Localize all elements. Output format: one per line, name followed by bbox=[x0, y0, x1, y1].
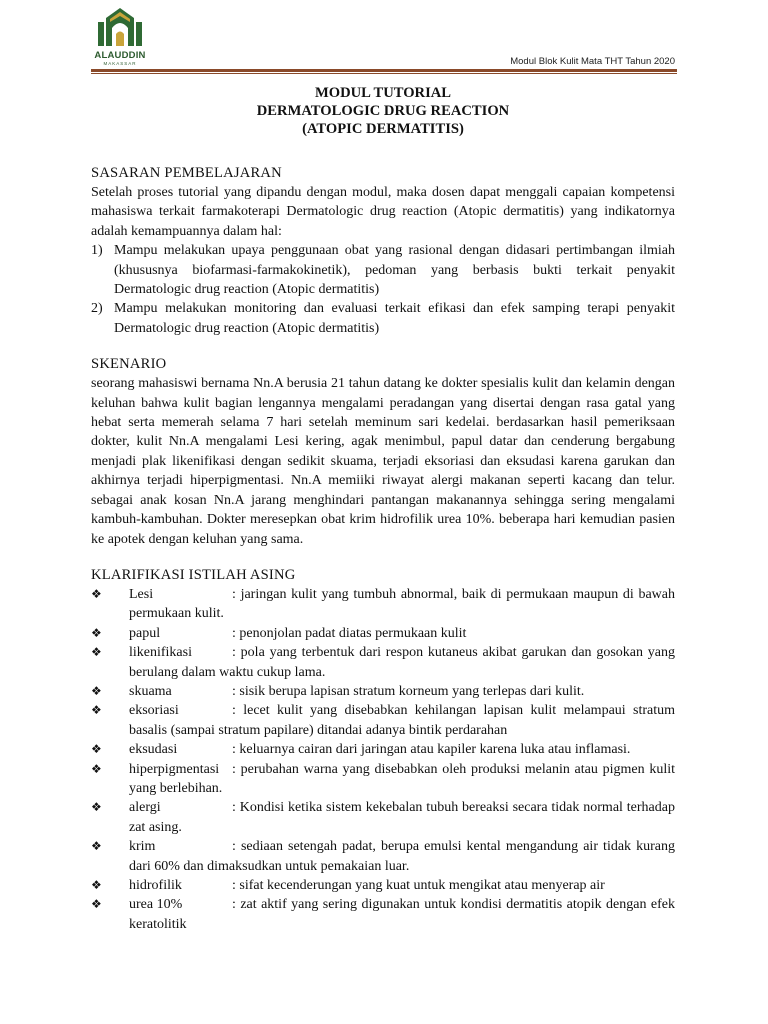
term-name: likenifikasi bbox=[129, 645, 192, 661]
term-name: urea 10% bbox=[129, 897, 183, 913]
term-definition: : keluarnya cairan dari jaringan atau kapiler karena luka atau inflamasi. bbox=[232, 742, 631, 758]
diamond-bullet-icon: ❖ bbox=[91, 800, 102, 815]
list-item bbox=[91, 740, 675, 759]
section-heading: SKENARIO bbox=[91, 356, 167, 373]
term-name: alergi bbox=[129, 800, 161, 816]
document-title bbox=[91, 84, 675, 138]
logo-name: ALAUDDIN bbox=[94, 50, 146, 61]
list-item bbox=[91, 643, 675, 682]
term-definition: : sifat kecenderungan yang kuat untuk mengikat atau menyerap air bbox=[232, 878, 605, 893]
list-item bbox=[91, 241, 675, 299]
list-item bbox=[91, 876, 675, 895]
term-definition: : zat aktif yang sering digunakan untuk kondisi dermatitis atopik dengan efek keratolitik bbox=[129, 897, 675, 932]
section-heading: KLARIFIKASI ISTILAH ASING bbox=[91, 566, 296, 583]
mosque-emblem-icon bbox=[88, 6, 152, 50]
title-line-2: DERMATOLOGIC DRUG REACTION bbox=[256, 103, 510, 119]
logo-subtitle: MAKASSAR bbox=[103, 61, 137, 66]
list-item bbox=[91, 682, 675, 701]
university-logo bbox=[88, 6, 152, 68]
term-name: Lesi bbox=[129, 586, 154, 602]
running-header: Modul Blok Kulit Mata THT Tahun 2020 bbox=[510, 56, 675, 67]
diamond-bullet-icon: ❖ bbox=[91, 897, 102, 912]
term-name: hiperpigmentasi bbox=[129, 761, 220, 777]
term-definition: : jaringan kulit yang tumbuh abnormal, baik di permukaan maupun di bawah permukaan kulit. bbox=[129, 586, 675, 622]
term-definition: : lecet kulit yang disebabkan kehilangan lapisan kulit melampaui stratum basalis (sampai stratum papilare) ditandai adanya bintik perdarahan bbox=[129, 703, 675, 738]
diamond-bullet-icon: ❖ bbox=[91, 683, 102, 698]
term-definition: : sediaan setengah padat, berupa emulsi kental mengandung air tidak kurang dari 60% dan dimaksudkan untuk pemakaian luar. bbox=[129, 839, 675, 874]
diamond-bullet-icon: ❖ bbox=[91, 742, 102, 757]
header-rule-thin bbox=[91, 73, 677, 74]
term-definition: : sisik berupa lapisan stratum korneum yang terlepas dari kulit. bbox=[232, 683, 585, 699]
section-intro: Setelah proses tutorial yang dipandu dengan modul, maka dosen dapat menggali capaian kompetensi mahasiswa terkait farmakoterapi Dermatologic drug reaction (Atopic dermatitis) yang indikatornya adalah kemampuannya dalam hal: bbox=[91, 185, 675, 239]
list-item bbox=[91, 624, 675, 643]
term-name: hidrofilik bbox=[129, 878, 182, 893]
list-item bbox=[91, 837, 675, 876]
diamond-bullet-icon: ❖ bbox=[91, 586, 102, 601]
list-item bbox=[91, 895, 675, 934]
objectives-list bbox=[91, 241, 675, 338]
diamond-bullet-icon: ❖ bbox=[91, 761, 102, 776]
section-sasaran bbox=[91, 163, 675, 338]
term-name: krim bbox=[129, 839, 156, 855]
item-number: 1) bbox=[91, 243, 103, 259]
term-definition: : Kondisi ketika sistem kekebalan tubuh bereaksi secara tidak normal terhadap zat asing. bbox=[129, 800, 675, 835]
term-name: eksoriasi bbox=[129, 703, 179, 719]
list-item bbox=[91, 798, 675, 837]
diamond-bullet-icon: ❖ bbox=[91, 703, 102, 718]
document-body bbox=[91, 84, 675, 934]
term-name: papul bbox=[129, 625, 161, 641]
diamond-bullet-icon: ❖ bbox=[91, 878, 102, 892]
list-item bbox=[91, 585, 675, 624]
list-item bbox=[91, 299, 675, 338]
terms-list bbox=[91, 585, 675, 934]
list-item bbox=[91, 701, 675, 740]
term-definition: : perubahan warna yang disebabkan oleh produksi melanin atau pigmen kulit yang berlebihan. bbox=[129, 761, 675, 796]
diamond-bullet-icon: ❖ bbox=[91, 645, 102, 660]
list-item bbox=[91, 760, 675, 799]
title-line-3: (ATOPIC DERMATITIS) bbox=[302, 121, 464, 137]
item-text: Mampu melakukan monitoring dan evaluasi terkait efikasi dan efek samping terapi penyakit Dermatologic drug reaction (Atopic dermatitis) bbox=[114, 301, 675, 336]
term-definition: : pola yang terbentuk dari respon kutaneus akibat garukan dan gosokan yang berulang dalam waktu cukup lama. bbox=[129, 645, 675, 680]
title-line-1: MODUL TUTORIAL bbox=[314, 85, 452, 101]
item-text: Mampu melakukan upaya penggunaan obat yang rasional dengan didasari pertimbangan ilmiah (khususnya biofarmasi-farmakokinetik), pedoman yang berbasis bukti terkait penyakit Dermatologic drug reaction (Atopic dermatitis) bbox=[114, 243, 675, 298]
diamond-bullet-icon: ❖ bbox=[91, 839, 102, 854]
section-klarifikasi bbox=[91, 565, 675, 934]
header-rule bbox=[91, 69, 677, 72]
term-name: eksudasi bbox=[129, 742, 178, 758]
item-number: 2) bbox=[91, 301, 103, 317]
section-skenario bbox=[91, 354, 675, 549]
scenario-text: seorang mahasiswi bernama Nn.A berusia 21 tahun datang ke dokter spesialis kulit dan kelamin dengan keluhan bahwa kulit bagian lengannya mengalami peradangan yang disertai dengan rasa gatal yang hebat serta memerah selama 7 hari setelah meminum sari kedelai. berdasarkan hasil pemeriksaan dokter, kulit Nn.A mengalami Lesi kering, agak menimbul, papul datar dan cenderung bergabung menjadi plak likenifikasi dengan sedikit skuama, terjadi eksoriasi dan eksudasi karena garukan dan akhirnya terjadi hiperpigmentasi. Nn.A memiiki riwayat alergi makanan seperti kacang dan telur. sebagai anak kosan Nn.A jarang menghindari pantangan makanannya sehingga sering mengalami kambuh-kambuhan. Dokter meresepkan obat krim hidrofilik urea 10%. beberapa hari kemudian pasien ke apotek dengan keluhan yang sama. bbox=[91, 376, 675, 547]
term-name: skuama bbox=[129, 683, 172, 699]
term-definition: : penonjolan padat diatas permukaan kulit bbox=[232, 625, 467, 641]
diamond-bullet-icon: ❖ bbox=[91, 625, 102, 640]
section-heading: SASARAN PEMBELAJARAN bbox=[91, 165, 282, 181]
